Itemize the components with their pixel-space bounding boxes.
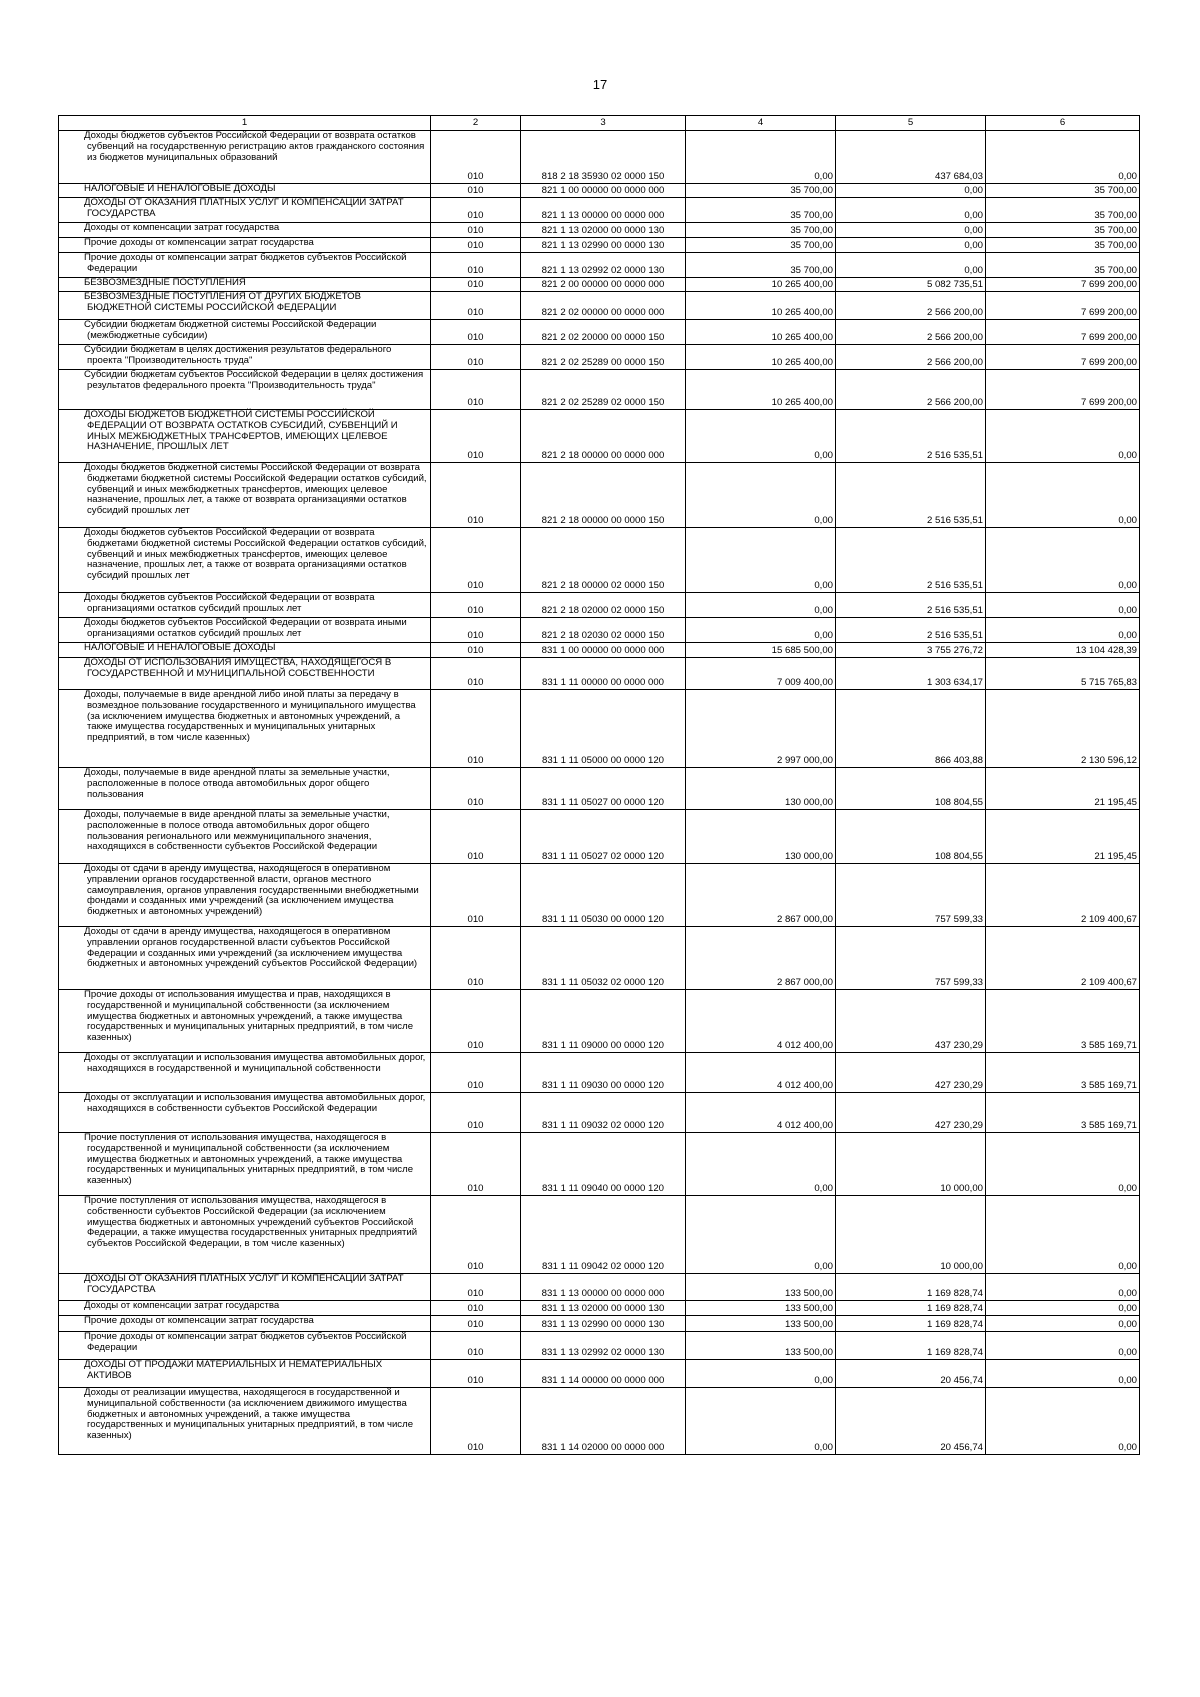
row-value-remaining: 2 109 400,67: [986, 864, 1140, 927]
row-value-plan: 4 012 400,00: [686, 990, 836, 1053]
row-value-executed: 0,00: [836, 184, 986, 198]
row-name: Доходы от эксплуатации и использования имущества автомобильных дорог, находящихся в государственной и муниципальной собственности: [59, 1053, 431, 1093]
row-line: 010: [431, 238, 521, 253]
row-value-executed: 1 303 634,17: [836, 658, 986, 690]
page-number: 17: [592, 77, 608, 92]
row-value-remaining: 3 585 169,71: [986, 1093, 1140, 1133]
row-name: Доходы бюджетов субъектов Российской Федерации от возврата иными организациями остатков субсидий прошлых лет: [59, 618, 431, 643]
row-name: ДОХОДЫ ОТ ИСПОЛЬЗОВАНИЯ ИМУЩЕСТВА, НАХОДЯЩЕГОСЯ В ГОСУДАРСТВЕННОЙ И МУНИЦИПАЛЬНОЙ СОБСТВЕННОСТИ: [59, 658, 431, 690]
row-value-remaining: 0,00: [986, 131, 1140, 184]
row-value-executed: 10 000,00: [836, 1196, 986, 1274]
row-name: ДОХОДЫ ОТ ОКАЗАНИЯ ПЛАТНЫХ УСЛУГ И КОМПЕНСАЦИИ ЗАТРАТ ГОСУДАРСТВА: [59, 198, 431, 223]
row-value-plan: 10 265 400,00: [686, 292, 836, 320]
row-value-remaining: 13 104 428,39: [986, 643, 1140, 658]
row-value-plan: 4 012 400,00: [686, 1093, 836, 1133]
row-name: Доходы бюджетов субъектов Российской Федерации от возврата организациями остатков субсидий прошлых лет: [59, 593, 431, 618]
row-code: 821 2 02 20000 00 0000 150: [521, 320, 686, 345]
row-line: 010: [431, 198, 521, 223]
row-line: 010: [431, 1133, 521, 1196]
row-value-executed: 427 230,29: [836, 1053, 986, 1093]
row-line: 010: [431, 658, 521, 690]
row-line: 010: [431, 345, 521, 370]
row-code: 821 2 02 25289 00 0000 150: [521, 345, 686, 370]
row-value-remaining: 35 700,00: [986, 223, 1140, 238]
table-row: [59, 410, 1140, 463]
row-line: 010: [431, 864, 521, 927]
row-name: БЕЗВОЗМЕЗДНЫЕ ПОСТУПЛЕНИЯ: [59, 278, 431, 292]
row-line: 010: [431, 690, 521, 768]
row-value-executed: 437 230,29: [836, 990, 986, 1053]
row-code: 831 1 11 09040 00 0000 120: [521, 1133, 686, 1196]
row-line: 010: [431, 1274, 521, 1301]
table-row: [59, 1133, 1140, 1196]
row-line: 010: [431, 370, 521, 410]
row-code: 831 1 14 02000 00 0000 000: [521, 1388, 686, 1455]
row-name: Прочие доходы от использования имущества и прав, находящихся в государственной и муниципальной собственности (за исключением имущества бюджетных и автономных учреждений, а также имущества государственных и муниципальных унитарных предприятий, в том числе казенных): [59, 990, 431, 1053]
row-value-remaining: 2 130 596,12: [986, 690, 1140, 768]
row-line: 010: [431, 1053, 521, 1093]
table-row: [59, 1360, 1140, 1388]
col-header-2: 2: [431, 116, 521, 131]
row-code: 831 1 13 00000 00 0000 000: [521, 1274, 686, 1301]
row-value-plan: 130 000,00: [686, 768, 836, 810]
row-name: Доходы бюджетов бюджетной системы Российской Федерации от возврата бюджетами бюджетной системы Российской Федерации остатков субсидий, субвенций и иных межбюджетных трансфертов, имеющих целевое назначение, прошлых лет, а также от возврата организациями остатков субсидий прошлых лет: [59, 463, 431, 528]
table-row: [59, 768, 1140, 810]
row-value-remaining: 0,00: [986, 463, 1140, 528]
table-row: [59, 593, 1140, 618]
row-line: 010: [431, 593, 521, 618]
table-row: [59, 1388, 1140, 1455]
row-value-plan: 0,00: [686, 463, 836, 528]
row-value-executed: 427 230,29: [836, 1093, 986, 1133]
row-value-remaining: 7 699 200,00: [986, 320, 1140, 345]
row-value-executed: 10 000,00: [836, 1133, 986, 1196]
row-line: 010: [431, 292, 521, 320]
row-value-executed: 1 169 828,74: [836, 1274, 986, 1301]
row-value-executed: 0,00: [836, 198, 986, 223]
row-value-plan: 133 500,00: [686, 1301, 836, 1316]
row-value-executed: 0,00: [836, 253, 986, 278]
row-code: 821 2 18 00000 00 0000 150: [521, 463, 686, 528]
row-value-executed: 2 566 200,00: [836, 345, 986, 370]
row-value-plan: 35 700,00: [686, 238, 836, 253]
row-code: 831 1 11 09000 00 0000 120: [521, 990, 686, 1053]
row-value-plan: 35 700,00: [686, 184, 836, 198]
row-value-remaining: 35 700,00: [986, 184, 1140, 198]
row-value-plan: 10 265 400,00: [686, 345, 836, 370]
row-value-plan: 2 867 000,00: [686, 864, 836, 927]
row-value-remaining: 35 700,00: [986, 253, 1140, 278]
row-value-remaining: 7 699 200,00: [986, 370, 1140, 410]
table-row: [59, 1316, 1140, 1332]
row-value-plan: 10 265 400,00: [686, 320, 836, 345]
row-line: 010: [431, 223, 521, 238]
row-value-remaining: 7 699 200,00: [986, 292, 1140, 320]
row-value-plan: 0,00: [686, 1133, 836, 1196]
row-code: 831 1 13 02000 00 0000 130: [521, 1301, 686, 1316]
row-line: 010: [431, 278, 521, 292]
row-name: Доходы от эксплуатации и использования имущества автомобильных дорог, находящихся в собственности субъектов Российской Федерации: [59, 1093, 431, 1133]
row-value-plan: 0,00: [686, 1388, 836, 1455]
row-value-plan: 0,00: [686, 528, 836, 593]
row-line: 010: [431, 768, 521, 810]
row-value-executed: 2 566 200,00: [836, 320, 986, 345]
row-value-remaining: 0,00: [986, 1360, 1140, 1388]
row-value-plan: 35 700,00: [686, 223, 836, 238]
row-value-remaining: 0,00: [986, 593, 1140, 618]
row-name: Субсидии бюджетам бюджетной системы Российской Федерации (межбюджетные субсидии): [59, 320, 431, 345]
col-header-1: 1: [59, 116, 431, 131]
row-code: 831 1 14 00000 00 0000 000: [521, 1360, 686, 1388]
row-value-remaining: 0,00: [986, 1388, 1140, 1455]
row-name: Доходы от сдачи в аренду имущества, находящегося в оперативном управлении органов государственной власти субъектов Российской Федерации и созданных ими учреждений (за исключением имущества бюджетных и автономных учреждений субъектов Российской Федерации): [59, 927, 431, 990]
row-value-remaining: 0,00: [986, 1274, 1140, 1301]
row-value-remaining: 0,00: [986, 1196, 1140, 1274]
row-value-remaining: 35 700,00: [986, 198, 1140, 223]
row-value-remaining: 7 699 200,00: [986, 345, 1140, 370]
row-value-executed: 2 566 200,00: [836, 292, 986, 320]
row-value-remaining: 35 700,00: [986, 238, 1140, 253]
row-value-remaining: 2 109 400,67: [986, 927, 1140, 990]
row-line: 010: [431, 1332, 521, 1360]
row-value-executed: 2 516 535,51: [836, 593, 986, 618]
row-value-plan: 10 265 400,00: [686, 278, 836, 292]
row-value-plan: 0,00: [686, 618, 836, 643]
row-value-plan: 133 500,00: [686, 1332, 836, 1360]
row-name: Доходы, получаемые в виде арендной либо иной платы за передачу в возмездное пользование государственного и муниципального имущества (за исключением имущества бюджетных и автономных учреждений, а также имущества государственных и муниципальных унитарных предприятий, в том числе казенных): [59, 690, 431, 768]
row-value-remaining: 7 699 200,00: [986, 278, 1140, 292]
row-line: 010: [431, 618, 521, 643]
row-value-executed: 2 566 200,00: [836, 370, 986, 410]
row-value-executed: 866 403,88: [836, 690, 986, 768]
row-code: 821 2 18 00000 00 0000 000: [521, 410, 686, 463]
row-line: 010: [431, 184, 521, 198]
row-value-remaining: 0,00: [986, 1332, 1140, 1360]
row-value-plan: 35 700,00: [686, 198, 836, 223]
table-row: [59, 927, 1140, 990]
row-line: 010: [431, 643, 521, 658]
row-value-remaining: 3 585 169,71: [986, 1053, 1140, 1093]
row-code: 821 1 13 02990 00 0000 130: [521, 238, 686, 253]
row-value-remaining: 0,00: [986, 1301, 1140, 1316]
table-row: [59, 1196, 1140, 1274]
row-value-plan: 130 000,00: [686, 810, 836, 864]
row-line: 010: [431, 410, 521, 463]
table-row: [59, 1301, 1140, 1316]
row-value-executed: 2 516 535,51: [836, 618, 986, 643]
row-code: 821 2 00 00000 00 0000 000: [521, 278, 686, 292]
table-row: [59, 528, 1140, 593]
table-row: [59, 463, 1140, 528]
table-row: [59, 223, 1140, 238]
row-value-plan: 0,00: [686, 593, 836, 618]
row-code: 831 1 11 05027 02 0000 120: [521, 810, 686, 864]
table-row: [59, 658, 1140, 690]
table-row: [59, 253, 1140, 278]
row-code: 831 1 11 05000 00 0000 120: [521, 690, 686, 768]
row-code: 831 1 11 09042 02 0000 120: [521, 1196, 686, 1274]
table-row: [59, 810, 1140, 864]
row-name: НАЛОГОВЫЕ И НЕНАЛОГОВЫЕ ДОХОДЫ: [59, 643, 431, 658]
row-value-remaining: 0,00: [986, 618, 1140, 643]
row-name: Субсидии бюджетам в целях достижения результатов федерального проекта "Производительность труда": [59, 345, 431, 370]
table-row: [59, 320, 1140, 345]
table-row: [59, 864, 1140, 927]
row-code: 821 2 18 00000 02 0000 150: [521, 528, 686, 593]
row-name: ДОХОДЫ ОТ ПРОДАЖИ МАТЕРИАЛЬНЫХ И НЕМАТЕРИАЛЬНЫХ АКТИВОВ: [59, 1360, 431, 1388]
row-name: Доходы от компенсации затрат государства: [59, 223, 431, 238]
row-value-plan: 0,00: [686, 410, 836, 463]
row-value-executed: 3 755 276,72: [836, 643, 986, 658]
row-code: 821 1 13 00000 00 0000 000: [521, 198, 686, 223]
row-value-executed: 108 804,55: [836, 768, 986, 810]
row-value-plan: 7 009 400,00: [686, 658, 836, 690]
row-code: 831 1 11 05032 02 0000 120: [521, 927, 686, 990]
col-header-5: 5: [836, 116, 986, 131]
row-value-plan: 0,00: [686, 1196, 836, 1274]
row-value-plan: 35 700,00: [686, 253, 836, 278]
row-code: 831 1 11 00000 00 0000 000: [521, 658, 686, 690]
row-value-remaining: 0,00: [986, 528, 1140, 593]
row-code: 821 1 13 02992 02 0000 130: [521, 253, 686, 278]
row-name: Прочие поступления от использования имущества, находящегося в государственной и муниципальной собственности (за исключением имущества бюджетных и автономных учреждений, а также имущества государственных и муниципальных унитарных предприятий, в том числе казенных): [59, 1133, 431, 1196]
row-line: 010: [431, 990, 521, 1053]
row-name: Субсидии бюджетам субъектов Российской Федерации в целях достижения результатов федерального проекта "Производительность труда": [59, 370, 431, 410]
row-value-executed: 108 804,55: [836, 810, 986, 864]
row-code: 818 2 18 35930 02 0000 150: [521, 131, 686, 184]
row-value-executed: 1 169 828,74: [836, 1316, 986, 1332]
row-name: Доходы, получаемые в виде арендной платы за земельные участки, расположенные в полосе отвода автомобильных дорог общего пользования регионального или межмуниципального значения, находящихся в собственности субъектов Российской Федерации: [59, 810, 431, 864]
row-line: 010: [431, 253, 521, 278]
col-header-4: 4: [686, 116, 836, 131]
row-value-remaining: 21 195,45: [986, 768, 1140, 810]
row-name: Прочие доходы от компенсации затрат государства: [59, 238, 431, 253]
row-name: ДОХОДЫ ОТ ОКАЗАНИЯ ПЛАТНЫХ УСЛУГ И КОМПЕНСАЦИИ ЗАТРАТ ГОСУДАРСТВА: [59, 1274, 431, 1301]
row-code: 831 1 11 05030 00 0000 120: [521, 864, 686, 927]
row-code: 831 1 11 05027 00 0000 120: [521, 768, 686, 810]
row-name: Доходы бюджетов субъектов Российской Федерации от возврата остатков субвенций на государственную регистрацию актов гражданского состояния из бюджетов муниципальных образований: [59, 131, 431, 184]
row-name: БЕЗВОЗМЕЗДНЫЕ ПОСТУПЛЕНИЯ ОТ ДРУГИХ БЮДЖЕТОВ БЮДЖЕТНОЙ СИСТЕМЫ РОССИЙСКОЙ ФЕДЕРАЦИИ: [59, 292, 431, 320]
table-row: [59, 370, 1140, 410]
row-value-executed: 2 516 535,51: [836, 410, 986, 463]
row-line: 010: [431, 1388, 521, 1455]
table-row: [59, 184, 1140, 198]
row-line: 010: [431, 1301, 521, 1316]
row-value-plan: 2 997 000,00: [686, 690, 836, 768]
row-name: Прочие доходы от компенсации затрат бюджетов субъектов Российской Федерации: [59, 253, 431, 278]
row-line: 010: [431, 1360, 521, 1388]
table-row: [59, 198, 1140, 223]
row-name: Прочие доходы от компенсации затрат бюджетов субъектов Российской Федерации: [59, 1332, 431, 1360]
row-value-executed: 0,00: [836, 223, 986, 238]
row-line: 010: [431, 131, 521, 184]
row-value-remaining: 0,00: [986, 410, 1140, 463]
row-name: Доходы, получаемые в виде арендной платы за земельные участки, расположенные в полосе отвода автомобильных дорог общего пользования: [59, 768, 431, 810]
table-row: [59, 618, 1140, 643]
row-line: 010: [431, 1196, 521, 1274]
row-value-remaining: 0,00: [986, 1133, 1140, 1196]
row-value-plan: 15 685 500,00: [686, 643, 836, 658]
row-name: Прочие доходы от компенсации затрат государства: [59, 1316, 431, 1332]
row-code: 831 1 11 09030 00 0000 120: [521, 1053, 686, 1093]
budget-revenue-table: [58, 115, 1140, 1455]
table-row: [59, 1332, 1140, 1360]
table-row: [59, 690, 1140, 768]
table-row: [59, 643, 1140, 658]
row-value-plan: 0,00: [686, 131, 836, 184]
table-row: [59, 1053, 1140, 1093]
table-row: [59, 1274, 1140, 1301]
row-value-plan: 10 265 400,00: [686, 370, 836, 410]
row-line: 010: [431, 528, 521, 593]
table-row: [59, 238, 1140, 253]
row-name: Прочие поступления от использования имущества, находящегося в собственности субъектов Российской Федерации (за исключением имущества бюджетных и автономных учреждений субъектов Российской Федерации, а также имущества государственных унитарных предприятий субъектов Российской Федерации, в том числе казенных): [59, 1196, 431, 1274]
row-value-plan: 0,00: [686, 1360, 836, 1388]
row-line: 010: [431, 1093, 521, 1133]
row-line: 010: [431, 1316, 521, 1332]
row-line: 010: [431, 320, 521, 345]
row-name: Доходы от компенсации затрат государства: [59, 1301, 431, 1316]
row-value-executed: 20 456,74: [836, 1360, 986, 1388]
row-name: Доходы бюджетов субъектов Российской Федерации от возврата бюджетами бюджетной системы Российской Федерации остатков субсидий, субвенций и иных межбюджетных трансфертов, имеющих целевое назначение, прошлых лет, а также от возврата организациями остатков субсидий прошлых лет: [59, 528, 431, 593]
row-value-executed: 1 169 828,74: [836, 1301, 986, 1316]
row-name: ДОХОДЫ БЮДЖЕТОВ БЮДЖЕТНОЙ СИСТЕМЫ РОССИЙСКОЙ ФЕДЕРАЦИИ ОТ ВОЗВРАТА ОСТАТКОВ СУБСИДИЙ, СУБВЕНЦИЙ И ИНЫХ МЕЖБЮДЖЕТНЫХ ТРАНСФЕРТОВ, ИМЕЮЩИХ ЦЕЛЕВОЕ НАЗНАЧЕНИЕ, ПРОШЛЫХ ЛЕТ: [59, 410, 431, 463]
col-header-3: 3: [521, 116, 686, 131]
row-value-executed: 757 599,33: [836, 927, 986, 990]
table-header-row: [59, 116, 1140, 131]
row-value-remaining: 0,00: [986, 1316, 1140, 1332]
row-value-remaining: 3 585 169,71: [986, 990, 1140, 1053]
table-row: [59, 1093, 1140, 1133]
row-value-executed: 2 516 535,51: [836, 463, 986, 528]
row-name: НАЛОГОВЫЕ И НЕНАЛОГОВЫЕ ДОХОДЫ: [59, 184, 431, 198]
row-value-executed: 2 516 535,51: [836, 528, 986, 593]
row-code: 821 2 02 00000 00 0000 000: [521, 292, 686, 320]
row-value-plan: 2 867 000,00: [686, 927, 836, 990]
row-code: 821 2 18 02030 02 0000 150: [521, 618, 686, 643]
row-value-remaining: 21 195,45: [986, 810, 1140, 864]
row-value-executed: 0,00: [836, 238, 986, 253]
table-row: [59, 345, 1140, 370]
row-name: Доходы от реализации имущества, находящегося в государственной и муниципальной собственности (за исключением движимого имущества бюджетных и автономных учреждений, а также имущества государственных и муниципальных унитарных предприятий, в том числе казенных): [59, 1388, 431, 1455]
row-value-plan: 4 012 400,00: [686, 1053, 836, 1093]
row-value-executed: 20 456,74: [836, 1388, 986, 1455]
row-value-executed: 757 599,33: [836, 864, 986, 927]
row-code: 821 1 00 00000 00 0000 000: [521, 184, 686, 198]
row-code: 821 2 18 02000 02 0000 150: [521, 593, 686, 618]
row-value-executed: 1 169 828,74: [836, 1332, 986, 1360]
row-code: 821 2 02 25289 02 0000 150: [521, 370, 686, 410]
table-row: [59, 990, 1140, 1053]
row-line: 010: [431, 810, 521, 864]
row-value-plan: 133 500,00: [686, 1274, 836, 1301]
table-row: [59, 278, 1140, 292]
row-value-executed: 5 082 735,51: [836, 278, 986, 292]
col-header-6: 6: [986, 116, 1140, 131]
row-value-executed: 437 684,03: [836, 131, 986, 184]
row-code: 821 1 13 02000 00 0000 130: [521, 223, 686, 238]
row-line: 010: [431, 463, 521, 528]
table-row: [59, 292, 1140, 320]
row-value-remaining: 5 715 765,83: [986, 658, 1140, 690]
row-code: 831 1 13 02992 02 0000 130: [521, 1332, 686, 1360]
row-code: 831 1 00 00000 00 0000 000: [521, 643, 686, 658]
table-row: [59, 131, 1140, 184]
row-name: Доходы от сдачи в аренду имущества, находящегося в оперативном управлении органов государственной власти, органов местного самоуправления, органов управления государственными внебюджетными фондами и созданных ими учреждений (за исключением имущества бюджетных и автономных учреждений): [59, 864, 431, 927]
row-code: 831 1 11 09032 02 0000 120: [521, 1093, 686, 1133]
row-line: 010: [431, 927, 521, 990]
row-code: 831 1 13 02990 00 0000 130: [521, 1316, 686, 1332]
row-value-plan: 133 500,00: [686, 1316, 836, 1332]
